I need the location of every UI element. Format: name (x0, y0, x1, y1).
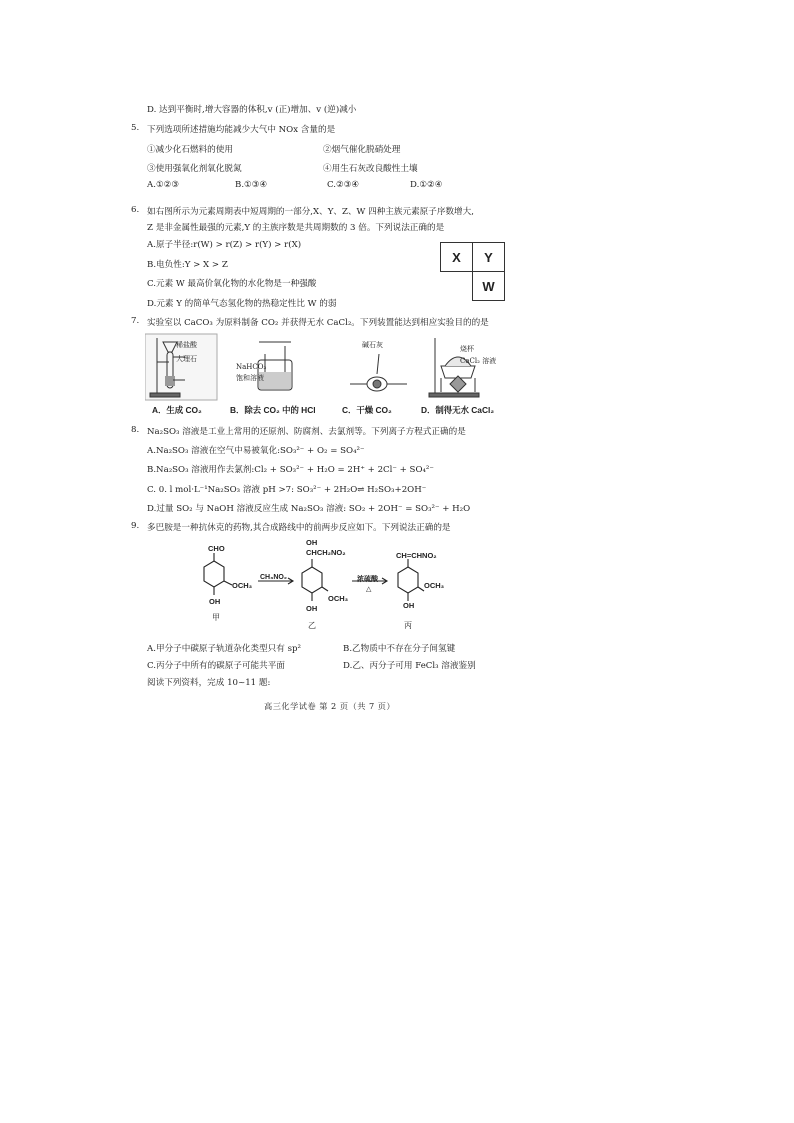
jia-oh: OH (209, 597, 221, 606)
q5-item-1: ①减少化石燃料的使用 (147, 145, 233, 155)
yi-oh-top: OH (306, 538, 318, 547)
bing-chchno2: CH=CHNO₂ (396, 551, 437, 560)
q7-caption-d: D．制得无水 CaCl₂ (421, 405, 495, 415)
page-footer: 高三化学试卷 第 2 页（共 7 页） (264, 701, 396, 711)
q7-caption-a: A．生成 CO₂ (152, 405, 202, 415)
cell-empty (441, 272, 473, 301)
q7-stem: 实验室以 CaCO₃ 为原料制备 CO₂ 并获得无水 CaCl₂。下列装置能达到相应实验目的的是 (147, 318, 489, 328)
yi-label: 乙 (308, 621, 316, 630)
q7-a-label-acid: 稀盐酸 (176, 341, 197, 349)
q9-option-b: B.乙物质中不存在分子间氢键 (343, 644, 456, 654)
q8-option-c: C. 0. l mol·L⁻¹Na₂SO₃ 溶液 pH >7: SO₃²⁻ + 2H₂O⇌ H₂SO₃+2OH⁻ (147, 485, 427, 495)
q6-option-c: C.元素 W 最高价氧化物的水化物是一种强酸 (147, 279, 317, 289)
periodic-table-fragment (440, 242, 505, 301)
q8-option-b: B.Na₂SO₃ 溶液用作去氯剂:Cl₂ + SO₃²⁻ + H₂O = 2H⁺ + 2Cl⁻ + SO₄²⁻ (147, 465, 434, 475)
q5-option-a: A.①②③ (147, 180, 180, 190)
q8-number: 8. (131, 425, 140, 435)
yi-oh-bottom: OH (306, 604, 318, 613)
q8-option-a: A.Na₂SO₃ 溶液在空气中易被氧化:SO₃²⁻ + O₂ = SO₄²⁻ (147, 446, 365, 456)
q8-stem: Na₂SO₃ 溶液是工业上常用的还原剂、防腐剂、去氯剂等。下列离子方程式正确的是 (147, 427, 466, 437)
arrow2-heat: △ (366, 585, 372, 593)
q9-option-c: C.丙分子中所有的碳原子可能共平面 (147, 661, 285, 671)
q5-item-3: ③使用强氧化剂氧化脱氮 (147, 164, 242, 174)
reading-instruction: 阅读下列资料，完成 10~11 题: (147, 678, 271, 688)
jia-cho: CHO (208, 544, 225, 553)
q5-item-2: ②烟气催化脱硝处理 (323, 145, 401, 155)
q6-stem-line1: 如右图所示为元素周期表中短周期的一部分,X、Y、Z、W 四种主族元素原子序数增大, (147, 207, 474, 217)
q7-caption-c: C．干燥 CO₂ (342, 405, 392, 415)
q7-number: 7. (131, 316, 140, 326)
q5-number: 5. (131, 123, 140, 133)
q4-option-d: D. 达到平衡时,增大容器的体积,v (正)增加、v (逆)减小 (147, 105, 357, 115)
q7-b-label-solution: 饱和溶液 (236, 374, 264, 382)
q8-option-d: D.过量 SO₂ 与 NaOH 溶液反应生成 Na₂SO₃ 溶液: SO₂ + 2OH⁻ = SO₃²⁻ + H₂O (147, 504, 471, 514)
q6-stem-line2: Z 是非金属性最强的元素,Y 的主族序数是共周期数的 3 倍。下列说法正确的是 (147, 223, 445, 233)
cell-w: W (473, 272, 505, 301)
bing-och3: OCH₃ (424, 581, 445, 590)
q7-d-label-beaker: 烧杯 (460, 345, 474, 353)
q9-option-d: D.乙、丙分子可用 FeCl₃ 溶液鉴别 (343, 661, 476, 671)
q9-number: 9. (131, 521, 140, 531)
q5-stem: 下列选项所述措施均能减少大气中 NOx 含量的是 (147, 125, 336, 135)
jia-label: 甲 (212, 613, 220, 622)
bing-oh: OH (403, 601, 415, 610)
jia-och3: OCH₃ (232, 581, 253, 590)
arrow1-reagent: CH₃NO₂ (260, 574, 287, 581)
cell-y: Y (473, 243, 505, 272)
q7-caption-b: B．除去 CO₂ 中的 HCl (230, 405, 316, 415)
arrow2-reagent: 浓硫酸 (357, 576, 378, 583)
q6-option-a: A.原子半径:r(W) > r(Z) > r(Y) > r(X) (147, 240, 302, 250)
q7-d-label-cacl2: CaCl₂ 溶液 (460, 357, 497, 365)
yi-och3: OCH₃ (328, 594, 349, 603)
q5-item-4: ④用生石灰改良酸性土壤 (323, 164, 418, 174)
q9-option-a: A.甲分子中碳原子轨道杂化类型只有 sp² (147, 644, 301, 654)
q7-c-label-soda-lime: 碱石灰 (362, 341, 383, 349)
q7-b-label-nahco3: NaHCO₃ (236, 363, 267, 371)
cell-x: X (441, 243, 473, 272)
q5-option-b: B.①③④ (235, 180, 268, 190)
bing-label: 丙 (404, 621, 412, 630)
q6-option-d: D.元素 Y 的简单气态氢化物的热稳定性比 W 的弱 (147, 299, 337, 309)
q7-apparatus-figure (145, 332, 505, 402)
yi-chch2no2: CHCH₂NO₂ (306, 548, 346, 557)
q7-a-label-marble: 大理石 (176, 355, 197, 363)
q5-option-c: C.②③④ (327, 180, 360, 190)
q5-option-d: D.①②④ (410, 180, 443, 190)
q6-option-b: B.电负性:Y > X > Z (147, 260, 228, 270)
q9-stem: 多巴胺是一种抗休克的药物,其合成路线中的前两步反应如下。下列说法正确的是 (147, 523, 451, 533)
q6-number: 6. (131, 205, 140, 215)
